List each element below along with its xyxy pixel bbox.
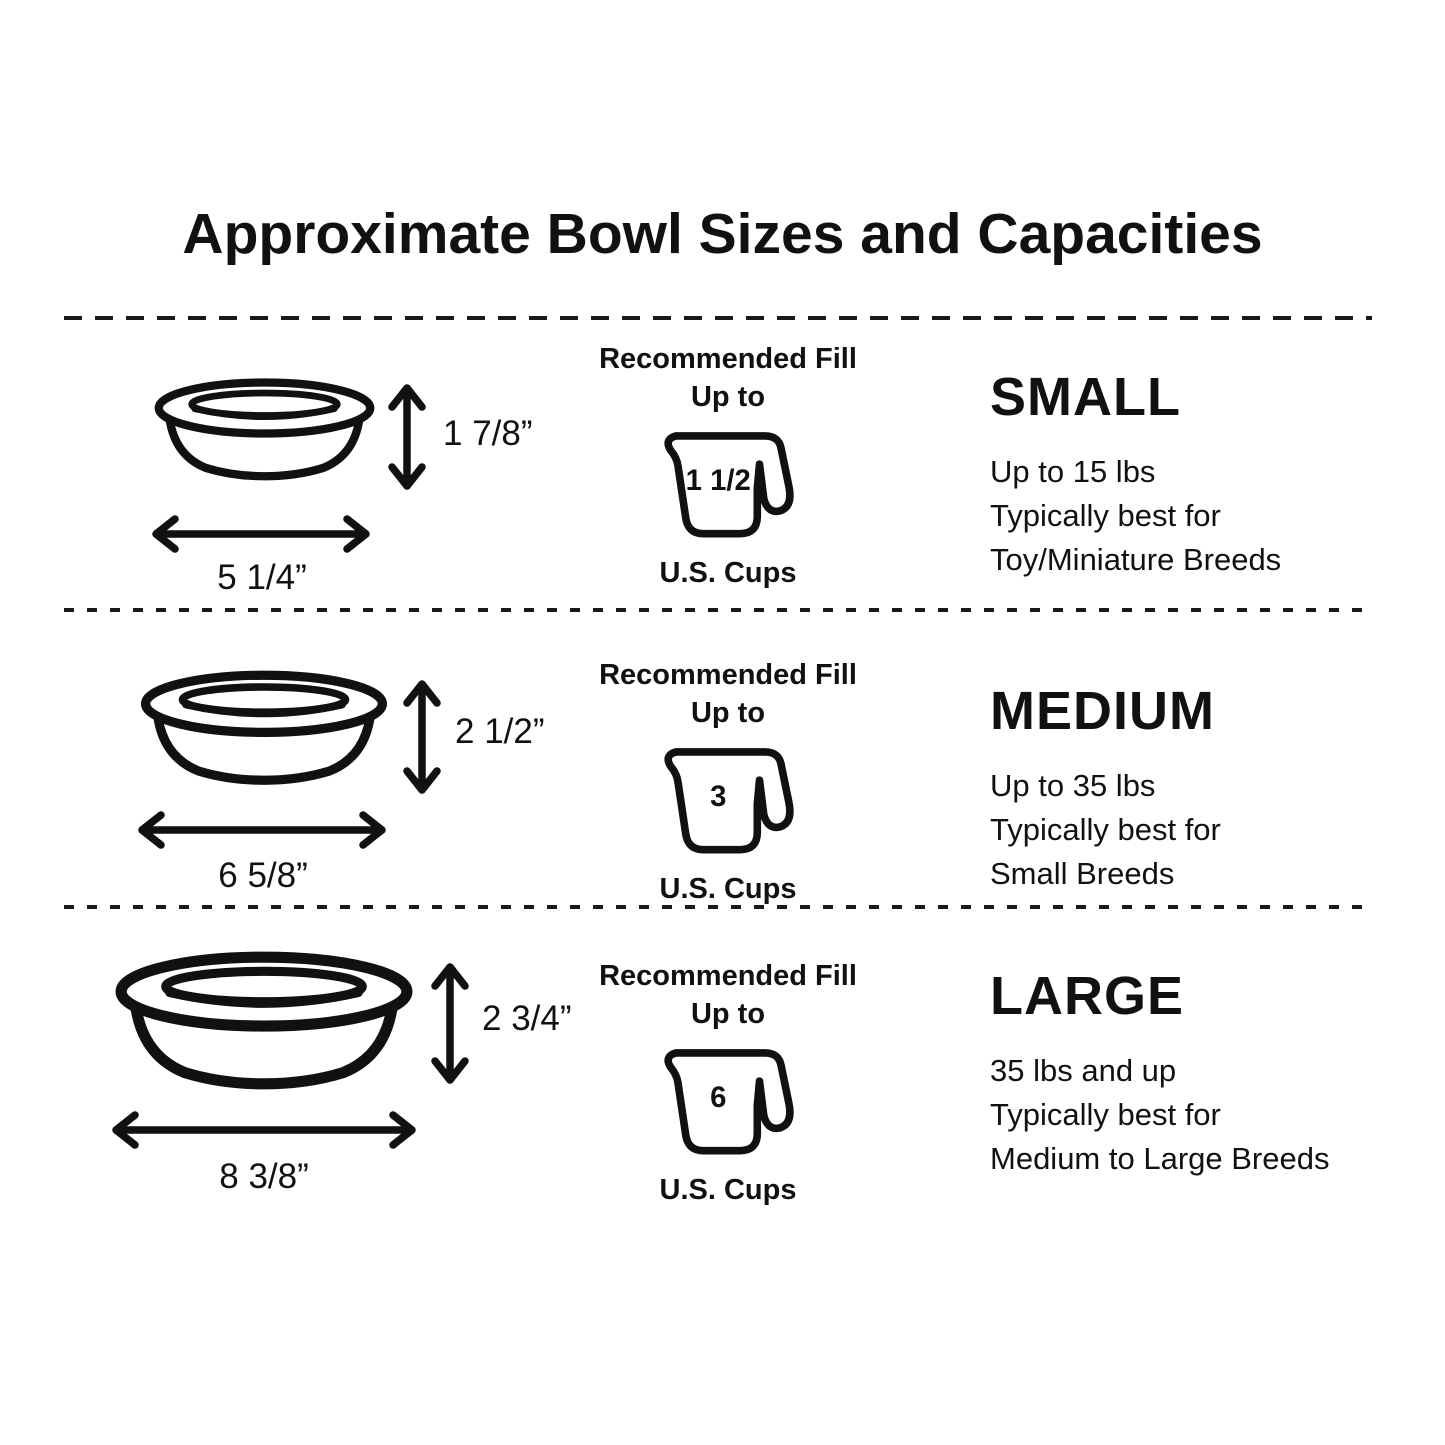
recommended-fill-block <box>560 957 896 1209</box>
recommended-fill-block <box>560 340 896 592</box>
cup-amount: 6 <box>710 1080 727 1114</box>
breed-line: Toy/Miniature Breeds <box>990 542 1282 578</box>
measuring-cup-icon <box>652 741 804 866</box>
weight-range: 35 lbs and up <box>990 1053 1177 1088</box>
bowl-icon <box>112 951 416 1093</box>
best-for-line: Typically best for <box>990 498 1221 534</box>
size-description <box>990 366 1410 582</box>
bowl-width-label: 8 3/8” <box>219 1157 309 1196</box>
measuring-cup-icon <box>652 425 804 550</box>
bowl-icon <box>152 378 377 483</box>
bowl-width-label: 5 1/4” <box>217 558 307 597</box>
size-row-medium <box>0 608 1445 905</box>
size-description <box>990 680 1410 896</box>
bowl-height-label: 2 3/4” <box>482 999 572 1038</box>
cups-unit: U.S. Cups <box>659 1173 797 1206</box>
recommended-fill-block <box>560 656 896 908</box>
cups-unit: U.S. Cups <box>659 556 797 589</box>
measuring-cup-icon <box>652 1042 804 1167</box>
dashed-divider <box>64 316 1372 320</box>
size-row-small <box>0 316 1445 608</box>
size-row-large <box>0 905 1445 1245</box>
dashed-divider <box>64 905 1372 909</box>
weight-range: Up to 35 lbs <box>990 768 1156 803</box>
page-title: Approximate Bowl Sizes and Capacities <box>182 202 1263 267</box>
best-for-line: Typically best for <box>990 812 1221 848</box>
width-arrow-icon <box>136 808 388 852</box>
fill-upto: Up to <box>690 381 766 414</box>
fill-title: Recommended Fill <box>599 343 857 375</box>
cup-amount: 1 1/2 <box>685 463 751 497</box>
weight-range: Up to 15 lbs <box>990 454 1156 489</box>
size-name: SMALL <box>990 367 1181 427</box>
breed-line: Medium to Large Breeds <box>990 1141 1330 1177</box>
breed-line: Small Breeds <box>990 856 1175 892</box>
size-description <box>990 965 1410 1181</box>
height-arrow-icon <box>385 382 429 492</box>
width-arrow-icon <box>150 512 372 556</box>
size-name: LARGE <box>990 966 1184 1026</box>
fill-upto: Up to <box>690 998 766 1031</box>
size-name: MEDIUM <box>990 681 1215 741</box>
width-arrow-icon <box>110 1108 418 1152</box>
bowl-width-label: 6 5/8” <box>218 856 308 895</box>
cup-amount: 3 <box>710 779 727 813</box>
bowl-height-label: 1 7/8” <box>443 414 533 453</box>
height-arrow-icon <box>400 678 444 796</box>
fill-title: Recommended Fill <box>599 659 857 691</box>
cups-unit: U.S. Cups <box>659 872 797 905</box>
height-arrow-icon <box>428 961 472 1086</box>
bowl-icon <box>138 670 390 788</box>
fill-title: Recommended Fill <box>599 960 857 992</box>
fill-upto: Up to <box>690 697 766 730</box>
bowl-height-label: 2 1/2” <box>455 712 545 751</box>
dashed-divider <box>64 608 1372 612</box>
best-for-line: Typically best for <box>990 1097 1221 1133</box>
